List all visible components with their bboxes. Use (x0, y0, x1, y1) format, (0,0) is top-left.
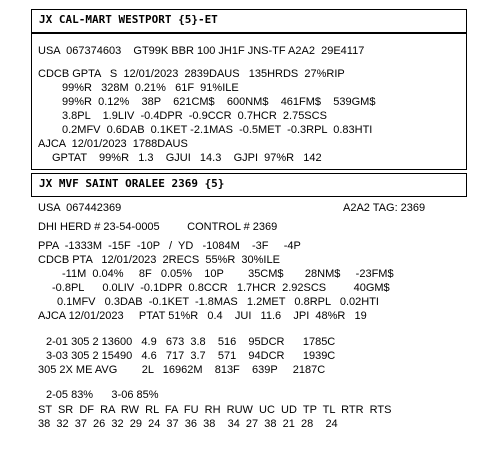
record2-line-4: -11M 0.04% 8F 0.05% 10P 35CM$ 28NM$ -23FM$ (62, 268, 394, 280)
record2-header: JX MVF SAINT ORALEE 2369 {5} (39, 177, 225, 190)
lactation-row-2: 3-03 305 2 15490 4.6 717 3.7 571 94DCR 1939C (46, 350, 336, 362)
record2-tag-line: A2A2 TAG: 2369 (343, 202, 426, 214)
record1-line-5: 3.8PL 1.9LIV -0.4DPR -0.9CCR 0.7HCR 2.75SCS (62, 110, 327, 122)
record1-line-4: 99%R 0.12% 38P 621CM$ 600NM$ 461FM$ 539GM$ (62, 96, 376, 108)
trait-headers: ST SR DF RA RW RL FA FU RH RUW UC UD TP TL RTR RTS (38, 404, 392, 416)
lactation-row-1: 2-01 305 2 13600 4.9 673 3.8 516 95DCR 1785C (46, 336, 336, 348)
record2-line-5: -0.8PL 0.0LIV -0.1DPR 0.8CCR 1.7HCR 2.92SCS 40GM$ (52, 282, 390, 294)
record1-header: JX CAL-MART WESTPORT {5}-ET (39, 13, 218, 26)
record1-header-box (31, 9, 467, 33)
record2-line-3: CDCB PTA 12/01/2023 2RECS 55%R 30%ILE (38, 254, 280, 266)
record1-line-8: GPTAT 99%R 1.3 GJUI 14.3 GJPI 97%R 142 (52, 152, 322, 164)
lactation-avg-row: 305 2X ME AVG 2L 16962M 813F 639P 2187C (38, 364, 326, 376)
trait-values: 38 32 37 26 32 29 24 37 36 38 34 27 38 21 28 24 (38, 418, 338, 430)
record1-line-1: USA 067374603 GT99K BBR 100 JH1F JNS-TF A2A2 29E4117 (38, 45, 365, 57)
record2-line-2: PPA -1333M -15F -10P / YD -1084M -3F -4P (38, 240, 301, 252)
record2-line-7: AJCA 12/01/2023 PTAT 51%R 0.4 JUI 11.6 JPI 48%R 19 (38, 310, 367, 322)
record1-line-2: CDCB GPTA S 12/01/2023 2839DAUS 135HRDS 27%RIP (38, 68, 345, 80)
record1-line-3: 99%R 328M 0.21% 61F 91%ILE (62, 82, 239, 94)
percent-line: 2-05 83% 3-06 85% (46, 389, 159, 401)
record2-line-6: 0.1MFV 0.3DAB -0.1KET -1.8MAS 1.2MET 0.8RPL 0.02HTI (57, 296, 379, 308)
record1-line-6: 0.2MFV 0.6DAB 0.1KET -2.1MAS -0.5MET -0.3RPL 0.83HTI (62, 124, 373, 136)
record2-header-box (31, 173, 467, 197)
record2-line-1: DHI HERD # 23-54-0005 CONTROL # 2369 (38, 221, 278, 233)
record1-line-7: AJCA 12/01/2023 1788DAUS (38, 138, 188, 150)
record2-id-line: USA 067442369 (38, 202, 122, 214)
